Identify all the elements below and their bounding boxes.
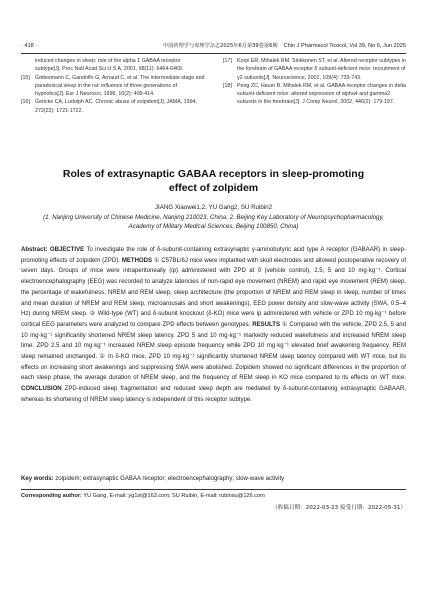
reference-text: Peng ZC, Hauer B, Mihalek RM, et al. GABAA receptor changes in delta subunit-deficient mice: altered expression of alpha4 and gamma2 subunits in the forebrain[J]. J Comp Neurol, 2002, 446(2): 179-197.: [237, 82, 406, 106]
methods-text: ① C57BL/6J mice were implanted with skull electrodes and allowed postoperative recovery of seven days. Groups of mice were intraperitoneally (ip) administered with ZPD at 0 (vehicle control), 2.5, 5 and 10 mg·kg⁻¹. Cortical electroencephalography (EEG) was recorded to analyze latencies of non-rapid eye movement (NREM) and rapid eye movement (REM) sleep, the percentage of wakefulness, NREM and REM sleep, sleep architecture (the proportion of NREM and REM sleep in sleep, number of times and mean duration of NREM and REM sleep, microarousals and short awakenings), EEG power density and slow-wave activity (SWA, 0.5–4 Hz) during NREM sleep. ② Wild-type (WT) and δ-subunit knockout (δ-KO) mice were ip administered with vehicle or ZPD 10 mg·kg⁻¹ before cortical EEG parameters were analyzed to compare ZPD effects between genotypes.: [21, 257, 407, 328]
conclusion-label: CONCLUSION: [21, 386, 62, 393]
article-title: [20, 168, 407, 195]
footnote-rule: [21, 489, 406, 490]
title-line-2: effect of zolpidem: [168, 181, 259, 194]
reference-text: Gericke CA, Ludolph AC. Chronic abuse of zolpidem[J]. JAMA, 1994, 272(22): 1721-1722.: [35, 99, 197, 114]
references-left-column: [21, 57, 206, 115]
author-list: JIANG Xiaowei1,2, YU Gang2, SU Ruibin2: [154, 204, 273, 211]
corresponding-author: [21, 492, 406, 500]
reference-item: [223, 57, 406, 82]
keywords-label: Key words:: [21, 476, 54, 482]
objective-text: To investigate the role of δ-subunit-containing extrasynaptic γ-aminobutyric acid type A receptor (GABAAR) in sleep-promoting effects of zolpidem (ZPD).: [21, 247, 407, 264]
journal-citation: [163, 40, 406, 52]
reference-text: Gottesmann C, Gandolfo G, Arnaud C, et al. The intermediate stage and paradoxical sleep in the rat: influence of three generations of hypnotics[J]. Eur J Neurosci, 1998, 10(2): 409-414.: [35, 74, 205, 98]
reference-text: Korpi ER, Mihalek RM, Sinkkonen ST, et al. Altered receptor subtypes in the forebrain of GABAA receptor δ subunit-deficient mice: recruitment of γ2 subunits[J]. Neuroscience, 2002, 109(4): 733-743.: [237, 58, 406, 81]
objective-label: OBJECTIVE: [49, 247, 85, 253]
header-rule: [21, 53, 406, 54]
keywords-text: zolpidem; extrasynaptic GABAA receptor; electroencephalography; slow-wave activity: [55, 476, 285, 482]
reference-number: [15]: [21, 74, 30, 81]
page-number: · 418 ·: [21, 43, 38, 49]
journal-name-en: Chin J Pharmacol Toxicol, Vol 39, No 6, Jun 2025: [283, 43, 406, 49]
reference-number: [16]: [21, 99, 30, 106]
conclusion-text: ZPD-induced sleep fragmentation and reduced sleep depth are mediated by δ-subunit-containing extrasynaptic GABAAR, whereas its shortening of NREM sleep latency is independent of this receptor subtype.: [21, 386, 406, 403]
reference-text: induced changes in sleep: role of the alpha 1 GABAA receptor subtype[J]. Proc Natl Acad Sci U S A, 2001, 98(11): 6464-6469.: [35, 58, 184, 73]
corresponding-text: YU Gang, E-mail: yg1st@163.com; SU Ruibin, E-mail: rubinsu@126.com: [83, 493, 265, 499]
keywords: [21, 474, 406, 484]
methods-label: METHODS: [121, 257, 153, 264]
affiliation: (1. Nanjing University of Chinese Medicine, Nanjing 210023, China; 2. Beijing Key Laboratory of Neuropsychopharmacology, Academy of Military Medical Sciences, Beijing 100850, China): [43, 214, 384, 230]
reference-item: [223, 82, 406, 107]
title-line-1: Roles of extrasynaptic GABAA receptors in sleep-promoting: [62, 168, 365, 180]
reference-number: [18]: [223, 82, 232, 89]
results-text: ① Compared with the vehicle, ZPD 2.5, 5 and 10 mg·kg⁻¹ significantly shortened NREM sleep latency. ZPD 5 and 10 mg·kg⁻¹ markedly reduced wakefulness and increased NREM sleep time. ZPD 2.5 and 10 mg·kg⁻¹ increased NREM sleep episode frequency while ZPD 10 mg·kg⁻¹ elevated brief awakening frequency. REM sleep remained unchanged. ② In δ-KO mice, ZPD 10 mg·kg⁻¹ significantly shortened NREM sleep latency compared with WT mice, but its effects on increasing short awakenings and suppressing SWA were abolished. Zolpidem showed no significant differences in the proportion of each sleep phase, the average duration of NREM sleep, and the frequency of REM sleep in KO mice compared to its effects on WT mice.: [21, 321, 406, 382]
journal-name-cn: 中国药理学与毒理学杂志2025年6月第39卷第6期: [163, 43, 278, 49]
received-dates: （收稿日期：2022-03-23 接受日期：2022-05-31）: [272, 505, 406, 511]
reference-item: [21, 98, 206, 115]
abstract-label: Abstract:: [21, 247, 48, 253]
references-right-column: [223, 57, 406, 107]
reference-number: [17]: [223, 58, 232, 64]
results-label: RESULTS: [252, 321, 280, 328]
corresponding-label: Corresponding author:: [21, 493, 82, 499]
reference-item: [21, 74, 206, 99]
abstract: [21, 245, 406, 406]
running-header: [21, 40, 406, 52]
reference-item: [21, 57, 206, 74]
